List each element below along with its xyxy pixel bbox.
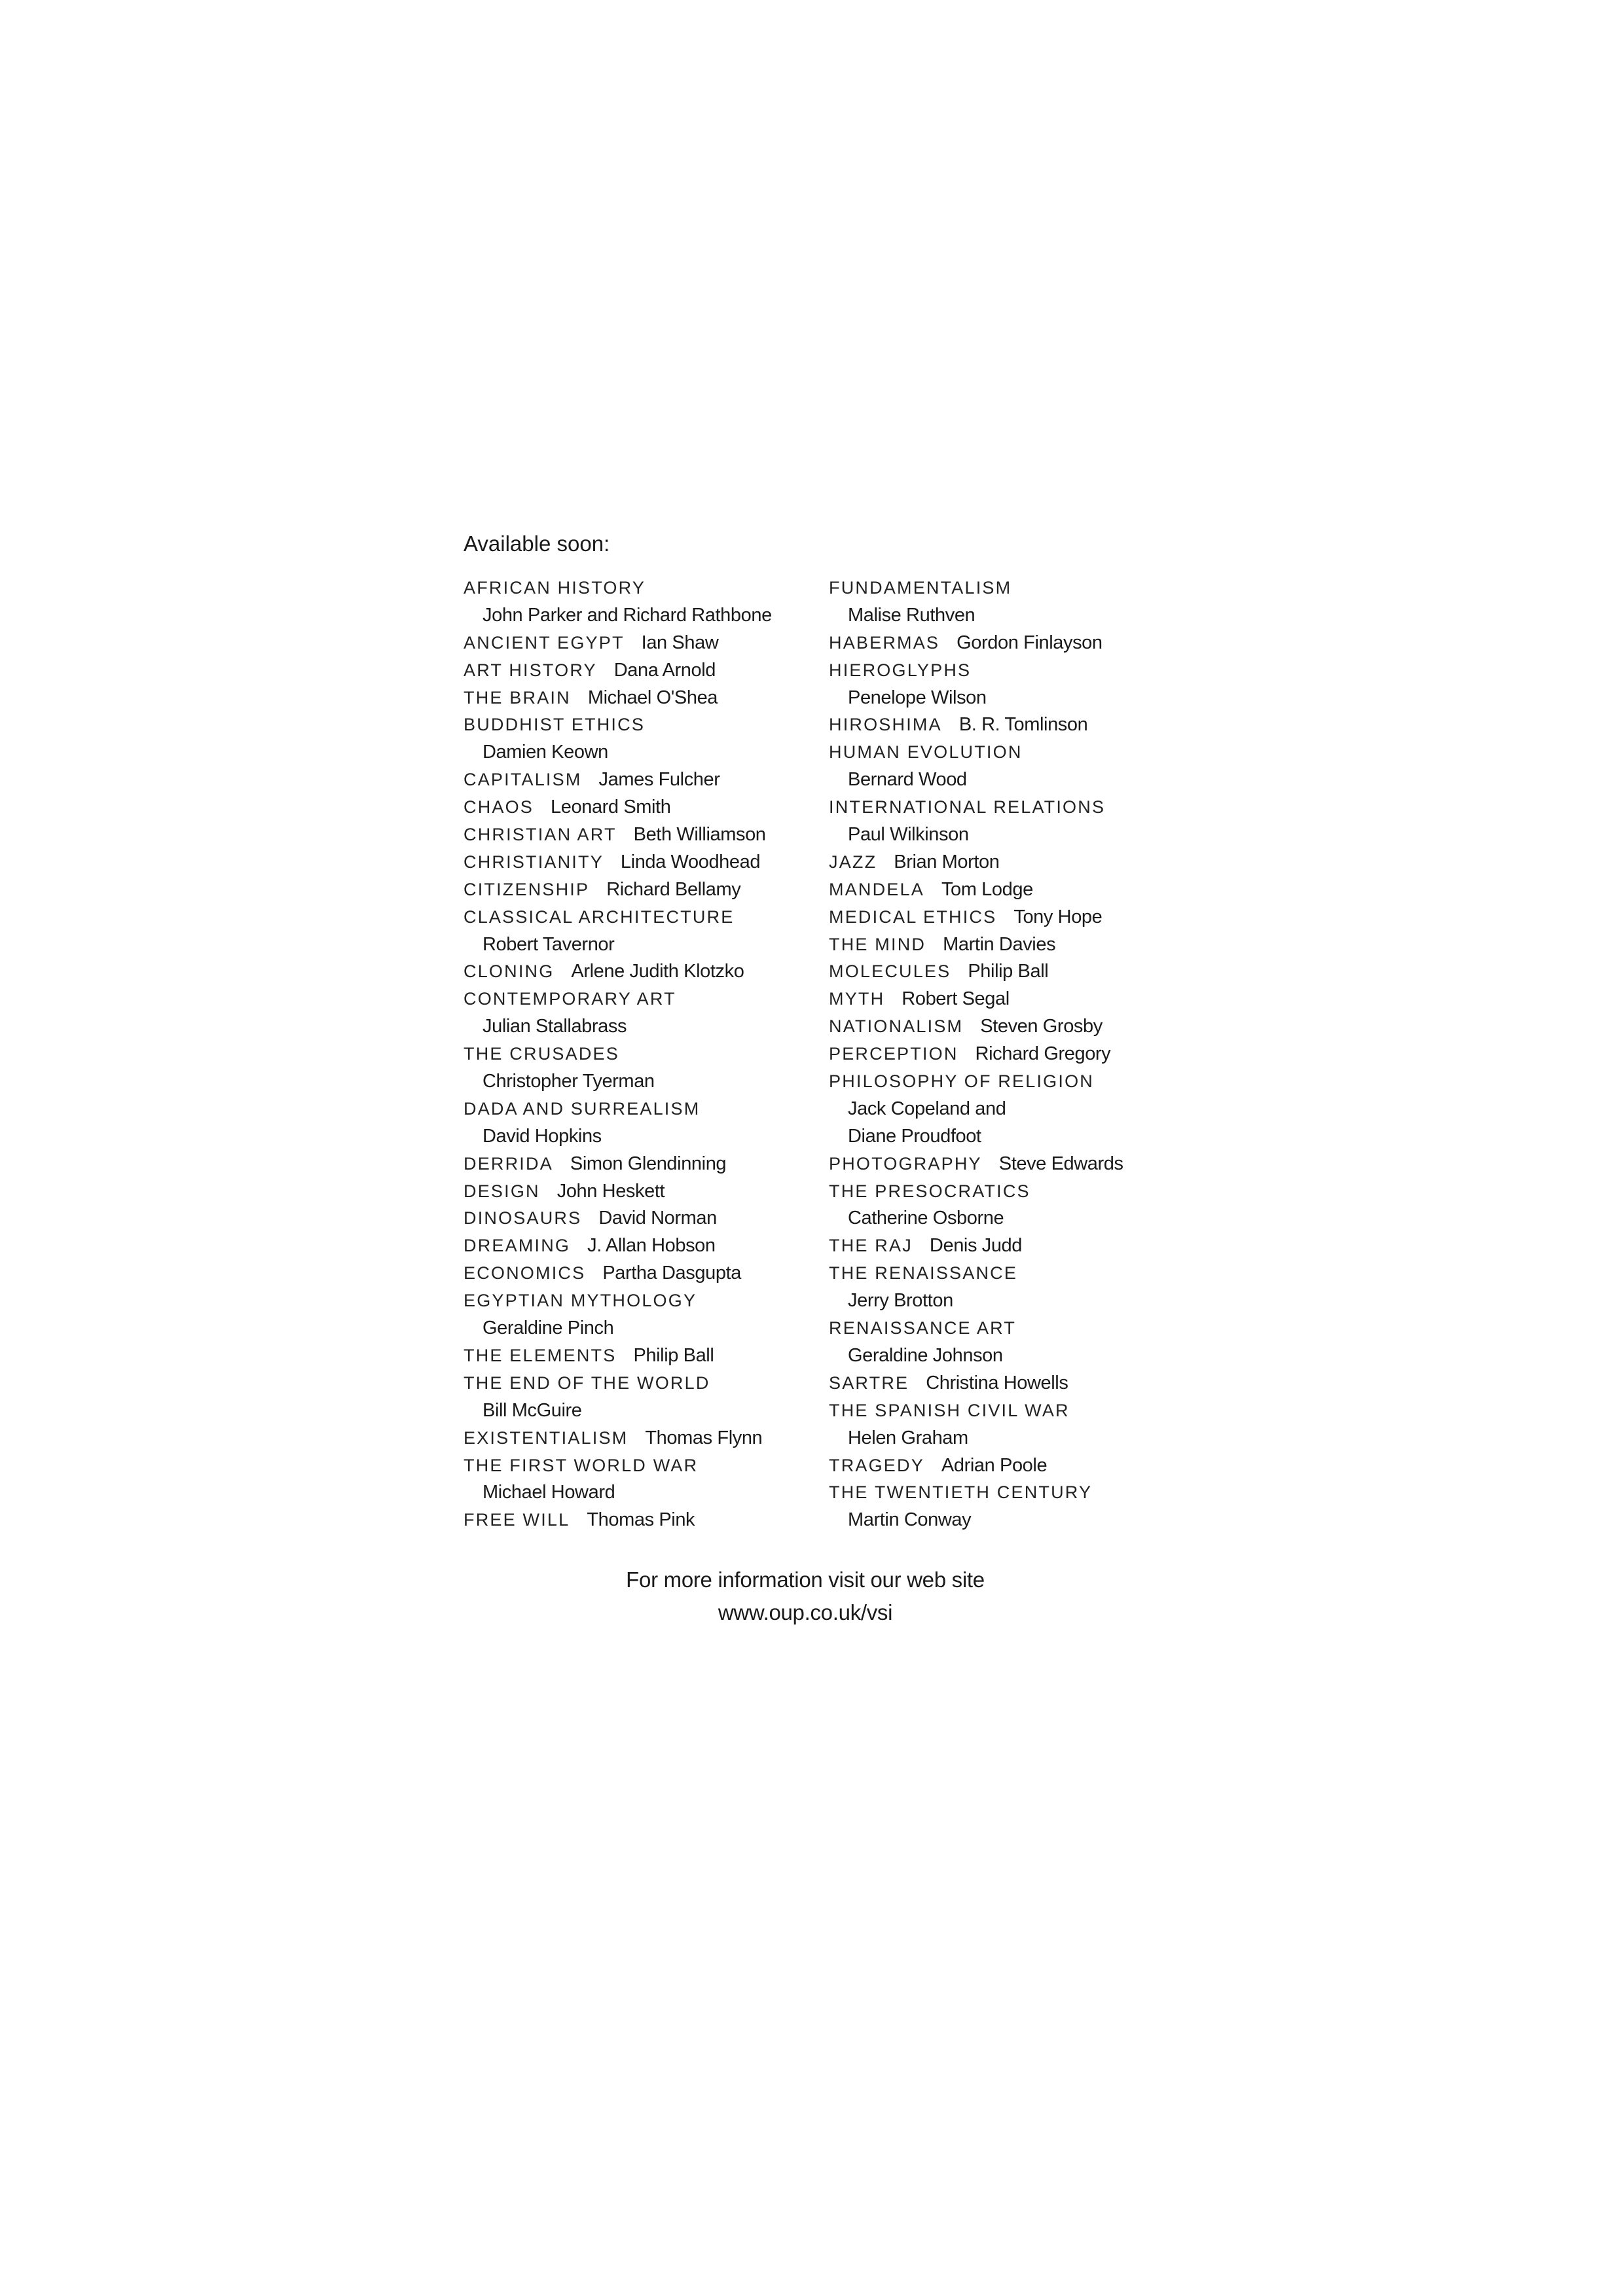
list-item (829, 1232, 1195, 1260)
book-author: Brian Morton (894, 851, 1000, 872)
list-item (829, 739, 1195, 766)
list-item (464, 1068, 817, 1096)
book-author: Robert Tavernor (483, 933, 615, 955)
list-item (464, 1342, 817, 1370)
list-item (829, 711, 1195, 739)
list-item (464, 849, 817, 876)
book-author: Thomas Flynn (645, 1427, 763, 1448)
book-title: ANCIENT EGYPT (464, 632, 625, 653)
list-item (464, 602, 817, 630)
book-title: DINOSAURS (464, 1208, 582, 1229)
list-item (829, 794, 1195, 821)
book-author: David Norman (598, 1208, 717, 1229)
list-item (464, 1507, 817, 1534)
book-author: Linda Woodhead (620, 851, 761, 872)
list-item (464, 1096, 817, 1123)
list-item (829, 1178, 1195, 1206)
list-item (829, 1397, 1195, 1425)
book-author: Adrian Poole (941, 1454, 1048, 1476)
book-title: EGYPTIAN MYTHOLOGY (464, 1291, 697, 1311)
book-author: Robert Segal (902, 988, 1010, 1010)
list-item (464, 1287, 817, 1315)
book-author: Catherine Osborne (848, 1208, 1004, 1229)
book-title: FUNDAMENTALISM (829, 578, 1012, 598)
book-title: THE BRAIN (464, 687, 571, 708)
book-title: CLONING (464, 961, 555, 982)
list-item (464, 1425, 817, 1452)
book-title: BUDDHIST ETHICS (464, 715, 646, 735)
book-title: PHILOSOPHY OF RELIGION (829, 1071, 1094, 1092)
book-title: HIEROGLYPHS (829, 660, 972, 680)
book-title: HUMAN EVOLUTION (829, 742, 1023, 762)
list-item (464, 1013, 817, 1041)
list-item (829, 958, 1195, 986)
list-item (464, 657, 817, 685)
book-author: Steven Grosby (980, 1016, 1103, 1037)
book-title: CLASSICAL ARCHITECTURE (464, 906, 735, 927)
list-item (464, 739, 817, 766)
book-author: James Fulcher (598, 769, 720, 791)
book-author: Penelope Wilson (848, 687, 987, 708)
left-column-list (464, 575, 817, 1534)
book-title: THE FIRST WORLD WAR (464, 1455, 699, 1475)
list-item (464, 986, 817, 1013)
book-author: Jerry Brotton (848, 1290, 953, 1312)
book-author: Julian Stallabrass (483, 1016, 627, 1037)
book-title: RENAISSANCE ART (829, 1318, 1017, 1338)
list-item (464, 931, 817, 959)
book-author: Philip Ball (968, 961, 1049, 982)
book-author: Paul Wilkinson (848, 824, 969, 846)
book-title: DADA AND SURREALISM (464, 1098, 701, 1119)
book-author: Christopher Tyerman (483, 1071, 655, 1092)
book-title: MYTH (829, 989, 885, 1009)
list-item (464, 1479, 817, 1507)
list-item (464, 958, 817, 986)
book-title: CONTEMPORARY ART (464, 989, 676, 1009)
book-title: ECONOMICS (464, 1263, 586, 1283)
book-title: THE END OF THE WORLD (464, 1372, 710, 1393)
book-title: THE RAJ (829, 1236, 913, 1256)
footer-info-text: For more information visit our web site (626, 1568, 985, 1592)
book-author: Philip Ball (633, 1344, 714, 1366)
list-item (464, 711, 817, 739)
list-item (829, 630, 1195, 657)
list-item (829, 1425, 1195, 1452)
book-author: Christina Howells (926, 1372, 1068, 1393)
book-title: HABERMAS (829, 632, 940, 653)
list-item (829, 685, 1195, 712)
book-author: Steve Edwards (998, 1153, 1123, 1174)
book-title: THE ELEMENTS (464, 1345, 617, 1365)
book-author: Dana Arnold (613, 659, 716, 681)
list-item (829, 657, 1195, 685)
book-author: Martin Davies (943, 933, 1056, 955)
book-title: CHRISTIANITY (464, 852, 604, 872)
book-title: EXISTENTIALISM (464, 1427, 629, 1448)
book-author: Martin Conway (848, 1509, 972, 1531)
book-author: Bernard Wood (848, 769, 967, 791)
book-author: Geraldine Johnson (848, 1344, 1003, 1366)
book-title: PHOTOGRAPHY (829, 1153, 982, 1174)
list-item (464, 1315, 817, 1342)
book-title: THE RENAISSANCE (829, 1263, 1018, 1283)
list-item (829, 849, 1195, 876)
book-title: CHRISTIAN ART (464, 825, 617, 845)
list-item (829, 766, 1195, 794)
book-title: HIROSHIMA (829, 715, 942, 735)
list-item (464, 575, 817, 602)
list-item (829, 1342, 1195, 1370)
book-author: Denis Judd (929, 1235, 1023, 1257)
book-author: John Heskett (556, 1180, 665, 1202)
book-author: Tony Hope (1013, 906, 1103, 927)
list-item (464, 1205, 817, 1232)
list-item (829, 1096, 1195, 1123)
book-title: CHAOS (464, 797, 534, 817)
book-author: David Hopkins (483, 1125, 602, 1147)
book-title: JAZZ (829, 852, 877, 872)
book-title: CITIZENSHIP (464, 879, 590, 899)
book-author: Diane Proudfoot (848, 1125, 981, 1147)
list-item (829, 986, 1195, 1013)
list-item (829, 1507, 1195, 1534)
list-item (829, 821, 1195, 849)
book-author: J. Allan Hobson (587, 1235, 716, 1257)
book-author: Simon Glendinning (570, 1153, 727, 1174)
list-item (829, 1013, 1195, 1041)
book-title: ART HISTORY (464, 660, 597, 680)
list-item (464, 685, 817, 712)
list-item (829, 575, 1195, 602)
book-author: Leonard Smith (551, 797, 671, 818)
list-item (829, 1452, 1195, 1480)
list-item (829, 1041, 1195, 1068)
book-title: THE SPANISH CIVIL WAR (829, 1400, 1070, 1420)
book-title: DREAMING (464, 1236, 571, 1256)
book-author: Tom Lodge (941, 878, 1033, 900)
list-item (464, 1260, 817, 1287)
book-author: B. R. Tomlinson (958, 714, 1088, 736)
list-item (464, 876, 817, 904)
book-author: Ian Shaw (641, 632, 719, 653)
list-item (829, 1479, 1195, 1507)
book-title: INTERNATIONAL RELATIONS (829, 797, 1106, 817)
book-title: AFRICAN HISTORY (464, 578, 646, 598)
book-author: Helen Graham (848, 1427, 968, 1448)
book-title: SARTRE (829, 1372, 909, 1393)
book-title: DERRIDA (464, 1153, 553, 1174)
list-item (464, 1123, 817, 1151)
list-item (829, 1068, 1195, 1096)
book-title: CAPITALISM (464, 770, 582, 790)
book-author: Malise Ruthven (848, 604, 976, 626)
book-title: NATIONALISM (829, 1016, 964, 1037)
book-author: Michael Howard (483, 1482, 615, 1503)
list-item (464, 1232, 817, 1260)
list-item (464, 1370, 817, 1397)
book-author: Richard Bellamy (606, 878, 741, 900)
book-author: Richard Gregory (975, 1043, 1111, 1065)
list-item (464, 904, 817, 931)
book-title: MEDICAL ETHICS (829, 906, 997, 927)
list-item (829, 904, 1195, 931)
list-item (829, 1370, 1195, 1397)
list-item (829, 931, 1195, 959)
list-item (464, 766, 817, 794)
list-item (464, 630, 817, 657)
list-item (829, 1315, 1195, 1342)
list-item (464, 1151, 817, 1178)
book-title: DESIGN (464, 1181, 540, 1201)
list-item (464, 794, 817, 821)
list-item (464, 1397, 817, 1425)
list-item (829, 1287, 1195, 1315)
book-title: PERCEPTION (829, 1044, 958, 1064)
list-item (829, 1123, 1195, 1151)
book-author: Geraldine Pinch (483, 1318, 614, 1339)
book-author: Partha Dasgupta (602, 1263, 741, 1284)
list-item (464, 1452, 817, 1480)
book-author: Gordon Finlayson (957, 632, 1103, 653)
book-author: Jack Copeland and (848, 1098, 1006, 1119)
right-column-list (829, 575, 1195, 1534)
list-item (829, 876, 1195, 904)
book-author: Damien Keown (483, 742, 608, 763)
book-title: TRAGEDY (829, 1455, 924, 1475)
footer-website-link[interactable]: www.oup.co.uk/vsi (718, 1600, 893, 1624)
list-item (829, 1205, 1195, 1232)
book-title: FREE WILL (464, 1510, 570, 1530)
book-author: John Parker and Richard Rathbone (483, 604, 772, 626)
list-item (829, 1151, 1195, 1178)
book-title: THE CRUSADES (464, 1044, 619, 1064)
book-author: Beth Williamson (633, 824, 766, 846)
book-title: THE TWENTIETH CENTURY (829, 1482, 1093, 1503)
book-title: THE PRESOCRATICS (829, 1181, 1030, 1201)
list-item (464, 1041, 817, 1068)
list-item (464, 821, 817, 849)
book-author: Bill McGuire (483, 1399, 582, 1421)
book-title: THE MIND (829, 934, 926, 954)
list-item (829, 1260, 1195, 1287)
book-title: MANDELA (829, 879, 924, 899)
list-item (464, 1178, 817, 1206)
book-author: Michael O'Shea (587, 687, 718, 708)
book-title: MOLECULES (829, 961, 951, 982)
book-author: Arlene Judith Klotzko (571, 961, 744, 982)
page-heading: Available soon: (464, 531, 610, 556)
book-author: Thomas Pink (587, 1509, 695, 1531)
list-item (829, 602, 1195, 630)
